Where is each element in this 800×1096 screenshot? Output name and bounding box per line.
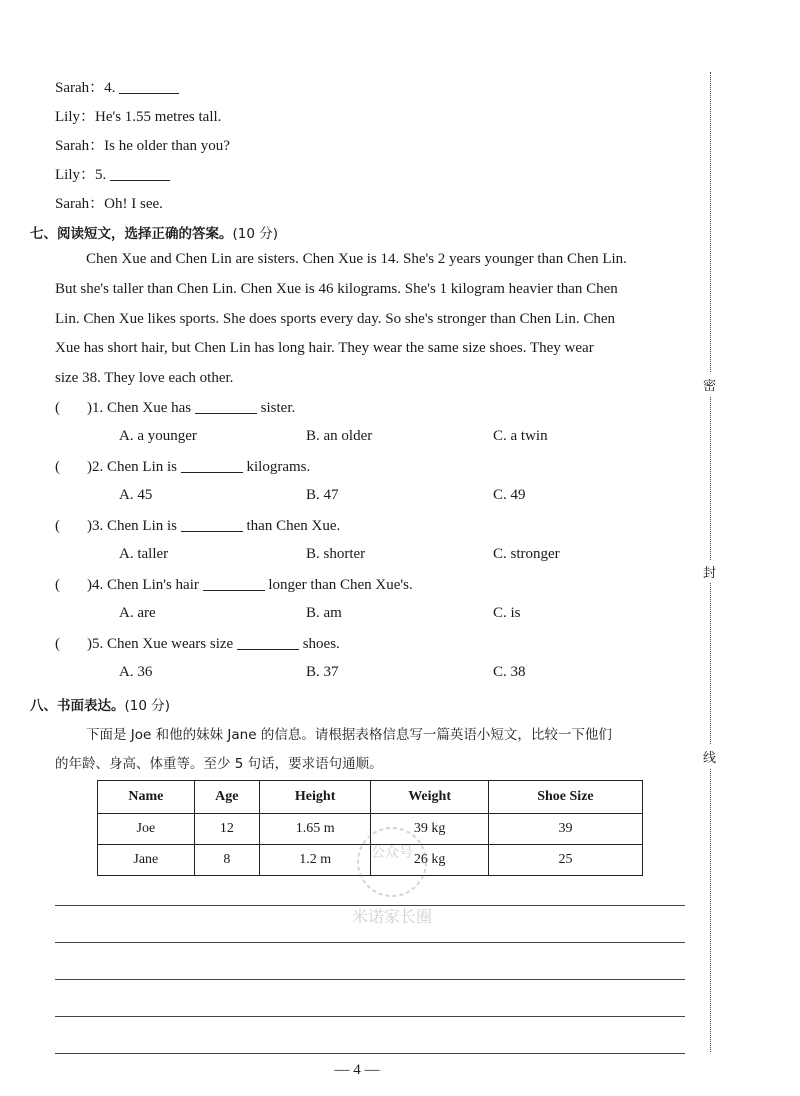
option-2b: B. 47 [306, 487, 339, 503]
option-1b: B. an older [306, 428, 373, 444]
passage-line-4: Xue has short hair, but Chen Lin has long hair. They wear the same size shoes. They wear [55, 340, 594, 356]
section-title: 七、阅读短文，选择正确的答案。 [30, 226, 233, 242]
writing-line[interactable] [55, 942, 685, 943]
question-4 [55, 576, 413, 594]
answer-paren-open[interactable]: ( [55, 400, 60, 416]
speaker: Sarah： [55, 138, 105, 154]
question-2 [55, 458, 310, 476]
question-text: 3. Chen Lin is [92, 518, 181, 534]
cell-shoe-size: 25 [488, 845, 642, 876]
option-3b: B. shorter [306, 546, 366, 562]
answer-paren-open[interactable]: ( [55, 518, 60, 534]
option-5a: A. 36 [119, 664, 153, 680]
option-4a: A. are [119, 605, 156, 621]
cell-name: Joe [98, 814, 195, 845]
svg-text:米诺家长圈: 米诺家长圈 [351, 907, 433, 926]
section-points: (10 分) [124, 698, 171, 714]
question-text-end: shoes. [298, 636, 340, 652]
option-5b: B. 37 [306, 664, 339, 680]
page-number: — 4 — [334, 1062, 380, 1078]
dialogue-text: 4. [104, 80, 120, 96]
cell-weight: 26 kg [371, 845, 489, 876]
question-text: 1. Chen Xue has [92, 400, 195, 416]
header-height: Height [260, 781, 371, 814]
passage-line-1: Chen Xue and Chen Lin are sisters. Chen Xue is 14. She's 2 years younger than Chen Lin. [86, 251, 627, 267]
option-1c: C. a twin [493, 428, 548, 444]
option-3a: A. taller [119, 546, 169, 562]
answer-blank[interactable] [110, 166, 170, 181]
question-blank [181, 517, 243, 532]
cell-age: 8 [194, 845, 259, 876]
passage-line-3: Lin. Chen Xue likes sports. She does sports every day. So she's stronger than Chen Lin. Chen [55, 311, 615, 327]
table-header-row [98, 781, 643, 814]
instruction-line-1: 下面是 Joe 和他的妹妹 Jane 的信息。请根据表格信息写一篇英语小短文，比较一下他们 [86, 727, 612, 743]
option-1a: A. a younger [119, 428, 197, 444]
question-blank [237, 635, 299, 650]
question-blank [181, 458, 243, 473]
dialogue-line-4 [55, 163, 170, 184]
header-name: Name [98, 781, 195, 814]
watermark-stamp-logo [322, 812, 462, 952]
answer-paren-open[interactable]: ( [55, 636, 60, 652]
cell-height: 1.65 m [260, 814, 371, 845]
cell-weight: 39 kg [371, 814, 489, 845]
dialogue-line-3 [55, 134, 230, 155]
question-text-end: longer than Chen Xue's. [264, 577, 413, 593]
cell-shoe-size: 39 [488, 814, 642, 845]
question-text: 4. Chen Lin's hair [92, 577, 203, 593]
section7-heading [30, 222, 278, 242]
dialogue-text: Is he older than you? [104, 138, 230, 154]
speaker: Lily： [55, 109, 95, 125]
answer-paren-close: ) [87, 577, 92, 593]
question-text: 2. Chen Lin is [92, 459, 181, 475]
dialogue-line-2 [55, 105, 221, 126]
seal-char-xian: 线 [703, 745, 716, 768]
header-shoe-size: Shoe Size [488, 781, 642, 814]
option-4b: B. am [306, 605, 342, 621]
writing-line[interactable] [55, 905, 685, 906]
cell-height: 1.2 m [260, 845, 371, 876]
answer-paren-open[interactable]: ( [55, 577, 60, 593]
dialogue-line-5 [55, 192, 163, 213]
section-title: 八、书面表达。 [30, 698, 125, 714]
passage-line-5: size 38. They love each other. [55, 370, 234, 386]
option-2a: A. 45 [119, 487, 153, 503]
question-3 [55, 517, 340, 535]
answer-paren-close: ) [87, 459, 92, 475]
answer-blank[interactable] [119, 79, 179, 94]
svg-text:公众号: 公众号 [371, 845, 413, 861]
dialogue-text: Oh! I see. [104, 196, 163, 212]
seal-char-feng: 封 [703, 560, 716, 583]
dialogue-text: 5. [95, 167, 110, 183]
cell-name: Jane [98, 845, 195, 876]
dialogue-line-1 [55, 76, 179, 97]
question-5 [55, 635, 340, 653]
option-5c: C. 38 [493, 664, 526, 680]
seal-char-mi: 密 [703, 373, 716, 396]
question-text-end: kilograms. [242, 459, 311, 475]
writing-line[interactable] [55, 1016, 685, 1017]
option-4c: C. is [493, 605, 521, 621]
section8-heading [30, 694, 170, 714]
passage-line-2: But she's taller than Chen Lin. Chen Xue is 46 kilograms. She's 1 kilogram heavier than Chen [55, 281, 618, 297]
question-text: 5. Chen Xue wears size [92, 636, 237, 652]
writing-line[interactable] [55, 979, 685, 980]
instruction-line-2: 的年龄、身高、体重等。至少 5 句话，要求语句通顺。 [55, 756, 383, 772]
answer-paren-close: ) [87, 400, 92, 416]
speaker: Lily： [55, 167, 95, 183]
question-1 [55, 399, 295, 417]
header-age: Age [194, 781, 259, 814]
cell-age: 12 [194, 814, 259, 845]
answer-paren-close: ) [87, 518, 92, 534]
dialogue-text: He's 1.55 metres tall. [95, 109, 222, 125]
section-points: (10 分) [232, 226, 279, 242]
answer-paren-open[interactable]: ( [55, 459, 60, 475]
question-blank [203, 576, 265, 591]
option-2c: C. 49 [493, 487, 526, 503]
question-text-end: than Chen Xue. [242, 518, 341, 534]
speaker: Sarah： [55, 80, 105, 96]
writing-line[interactable] [55, 1053, 685, 1054]
answer-paren-close: ) [87, 636, 92, 652]
option-3c: C. stronger [493, 546, 560, 562]
speaker: Sarah： [55, 196, 105, 212]
question-blank [195, 399, 257, 414]
header-weight: Weight [371, 781, 489, 814]
question-text-end: sister. [256, 400, 296, 416]
